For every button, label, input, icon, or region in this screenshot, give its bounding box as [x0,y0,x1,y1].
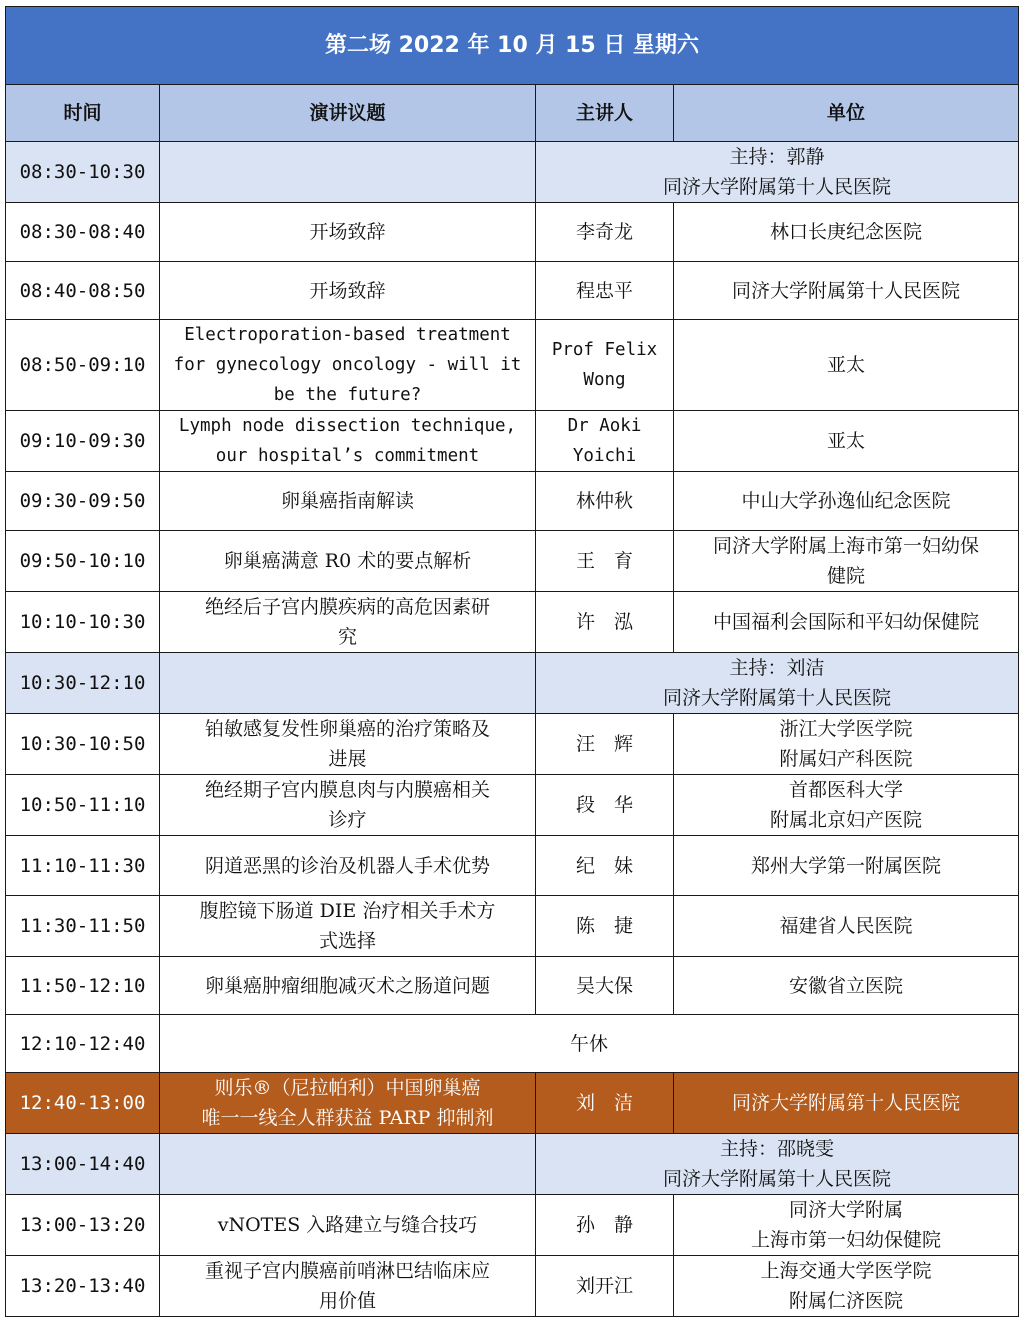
speaker-line: 刘开江 [575,1275,633,1297]
topic-line: vNOTES 入路建立与缝合技巧 [217,1214,478,1236]
unit-cell [674,531,1019,592]
topic-line: 绝经后子宫内膜疾病的高危因素研 [204,596,490,618]
section-row [6,142,1019,203]
chair-unit: 同济大学附属第十人民医院 [663,687,892,709]
topic-line: for gynecology oncology - will it [173,355,522,375]
talk-row [6,320,1019,411]
speaker-line: 汪 辉 [575,733,633,755]
unit-line: 郑州大学第一附属医院 [751,854,942,877]
topic-line: 进展 [328,748,367,770]
unit-cell [674,836,1019,896]
topic-line: 式选择 [318,930,376,952]
speaker-line: Dr Aoki [567,416,642,436]
topic-line: our hospital’s commitment [215,446,480,466]
unit-cell [674,411,1019,472]
unit-cell [674,1195,1019,1256]
speaker-line: 孙 静 [575,1214,633,1236]
unit-line: 首都医科大学 [789,779,904,801]
empty-topic-cell [160,142,536,203]
talk-row [6,836,1019,896]
speaker-cell [536,836,674,896]
time-cell: 10:10-10:30 [6,592,160,653]
topic-line: 用价值 [318,1290,376,1312]
speaker-line: Yoichi [572,446,637,466]
session-banner-row [6,7,1019,85]
speaker-line: 程忠平 [575,279,633,302]
topic-cell [160,262,536,320]
speaker-cell [536,411,674,472]
unit-line: 福建省人民医院 [779,915,913,937]
topic-line: 腹腔镜下肠道 DIE 治疗相关手术方 [199,900,496,922]
time-cell: 08:30-08:40 [6,203,160,262]
topic-line: 卵巢癌满意 R0 术的要点解析 [223,550,472,572]
topic-cell [160,531,536,592]
topic-cell [160,1195,536,1256]
speaker-line: 许 泓 [575,611,633,633]
speaker-line: 王 育 [575,550,633,572]
empty-topic-cell [160,653,536,714]
unit-cell [674,775,1019,836]
break-row [6,1015,1019,1073]
unit-line: 同济大学附属 [789,1199,904,1221]
talk-row [6,262,1019,320]
unit-line: 同济大学附属第十人民医院 [732,279,961,302]
topic-line: 开场致辞 [309,221,386,243]
header-time: 时间 [6,85,160,142]
time-cell: 09:10-09:30 [6,411,160,472]
talk-row [6,714,1019,775]
unit-cell [674,1256,1019,1317]
time-cell: 13:00-13:20 [6,1195,160,1256]
speaker-line: 陈 捷 [575,915,633,937]
topic-line: 阴道恶黑的诊治及机器人手术优势 [204,854,490,877]
speaker-cell [536,472,674,531]
speaker-cell [536,262,674,320]
chair-unit: 同济大学附属第十人民医院 [663,176,892,198]
header-row [6,85,1019,142]
session-title: 第二场 2022 年 10 月 15 日 星期六 [6,7,1019,85]
topic-cell [160,472,536,531]
topic-cell [160,203,536,262]
unit-line: 中山大学孙逸仙纪念医院 [741,490,951,512]
speaker-cell [536,531,674,592]
speaker-cell [536,203,674,262]
topic-line: 究 [337,626,357,648]
highlight-talk-row [6,1073,1019,1134]
speaker-line: 吴大保 [575,974,633,997]
talk-row [6,472,1019,531]
unit-cell [674,262,1019,320]
unit-cell [674,472,1019,531]
topic-line: 开场致辞 [309,279,386,302]
speaker-cell [536,592,674,653]
unit-cell [674,957,1019,1015]
time-cell: 10:50-11:10 [6,775,160,836]
time-cell: 12:40-13:00 [6,1073,160,1134]
topic-cell [160,896,536,957]
speaker-cell [536,320,674,411]
speaker-line: 纪 妹 [575,854,633,877]
talk-row [6,775,1019,836]
talk-row [6,1256,1019,1317]
speaker-cell [536,957,674,1015]
speaker-line: Wong [583,370,626,390]
speaker-line: 林仲秋 [575,490,633,512]
talk-row [6,203,1019,262]
talk-row [6,896,1019,957]
unit-line: 浙江大学医学院 [779,718,913,740]
topic-line: 绝经期子宫内膜息肉与内膜癌相关 [204,779,490,801]
speaker-cell [536,714,674,775]
chair-unit: 同济大学附属第十人民医院 [663,1168,892,1190]
talk-row [6,592,1019,653]
unit-cell [674,714,1019,775]
unit-line: 中国福利会国际和平妇幼保健院 [713,611,980,633]
header-unit: 单位 [674,85,1019,142]
unit-line: 健院 [827,565,866,587]
speaker-cell [536,775,674,836]
topic-cell [160,320,536,411]
talk-row [6,411,1019,472]
topic-line: 卵巢癌肿瘤细胞减灭术之肠道问题 [204,974,490,997]
speaker-line: 段 华 [575,794,633,816]
schedule-table [5,6,1019,1317]
unit-line: 亚太 [827,354,866,376]
talk-row [6,957,1019,1015]
section-row [6,1134,1019,1195]
talk-row [6,1195,1019,1256]
time-cell: 10:30-12:10 [6,653,160,714]
topic-line: 重视子宫内膜癌前哨淋巴结临床应 [204,1260,490,1282]
topic-line: 唯一一线全人群获益 PARP 抑制剂 [201,1107,494,1129]
unit-line: 安徽省立医院 [789,974,904,997]
unit-line: 林口长庚纪念医院 [770,221,923,243]
time-cell: 12:10-12:40 [6,1015,160,1073]
chair-cell [536,142,1019,203]
time-cell: 11:10-11:30 [6,836,160,896]
topic-line: Electroporation-based treatment [184,325,511,345]
unit-line: 亚太 [827,430,866,452]
topic-cell [160,1073,536,1134]
time-cell: 13:00-14:40 [6,1134,160,1195]
header-topic: 演讲议题 [160,85,536,142]
topic-line: Lymph node dissection technique, [178,416,517,436]
time-cell: 10:30-10:50 [6,714,160,775]
topic-cell [160,1256,536,1317]
time-cell: 09:30-09:50 [6,472,160,531]
empty-topic-cell [160,1134,536,1195]
topic-cell [160,592,536,653]
chair-name: 主持：郭静 [729,146,825,168]
unit-cell [674,203,1019,262]
unit-line: 附属仁济医院 [789,1290,904,1312]
topic-cell [160,714,536,775]
time-cell: 11:30-11:50 [6,896,160,957]
time-cell: 08:30-10:30 [6,142,160,203]
chair-name: 主持：邵晓雯 [720,1138,835,1160]
time-cell: 11:50-12:10 [6,957,160,1015]
topic-line: 铂敏感复发性卵巢癌的治疗策略及 [204,718,490,740]
speaker-line: 刘 洁 [575,1092,633,1114]
unit-line: 附属北京妇产医院 [770,809,923,831]
topic-cell [160,957,536,1015]
time-cell: 08:40-08:50 [6,262,160,320]
unit-line: 同济大学附属上海市第一妇幼保 [713,535,980,557]
break-label: 午休 [160,1015,1019,1073]
time-cell: 09:50-10:10 [6,531,160,592]
speaker-line: 李奇龙 [575,221,633,243]
header-speaker: 主讲人 [536,85,674,142]
chair-name: 主持：刘洁 [729,657,825,679]
speaker-line: Prof Felix [551,340,658,360]
unit-cell [674,592,1019,653]
section-row [6,653,1019,714]
speaker-cell [536,896,674,957]
time-cell: 13:20-13:40 [6,1256,160,1317]
topic-cell [160,836,536,896]
unit-line: 附属妇产科医院 [779,748,913,770]
topic-cell [160,411,536,472]
unit-line: 同济大学附属第十人民医院 [732,1092,961,1114]
topic-line: 卵巢癌指南解读 [280,490,414,512]
unit-line: 上海交通大学医学院 [760,1260,932,1282]
topic-line: 则乐®（尼拉帕利）中国卵巢癌 [214,1077,481,1099]
speaker-cell [536,1073,674,1134]
unit-line: 上海市第一妇幼保健院 [751,1229,942,1251]
speaker-cell [536,1195,674,1256]
chair-cell [536,653,1019,714]
talk-row [6,531,1019,592]
topic-line: be the future? [273,385,422,405]
unit-cell [674,320,1019,411]
speaker-cell [536,1256,674,1317]
topic-cell [160,775,536,836]
topic-line: 诊疗 [328,809,367,831]
unit-cell [674,1073,1019,1134]
chair-cell [536,1134,1019,1195]
unit-cell [674,896,1019,957]
time-cell: 08:50-09:10 [6,320,160,411]
